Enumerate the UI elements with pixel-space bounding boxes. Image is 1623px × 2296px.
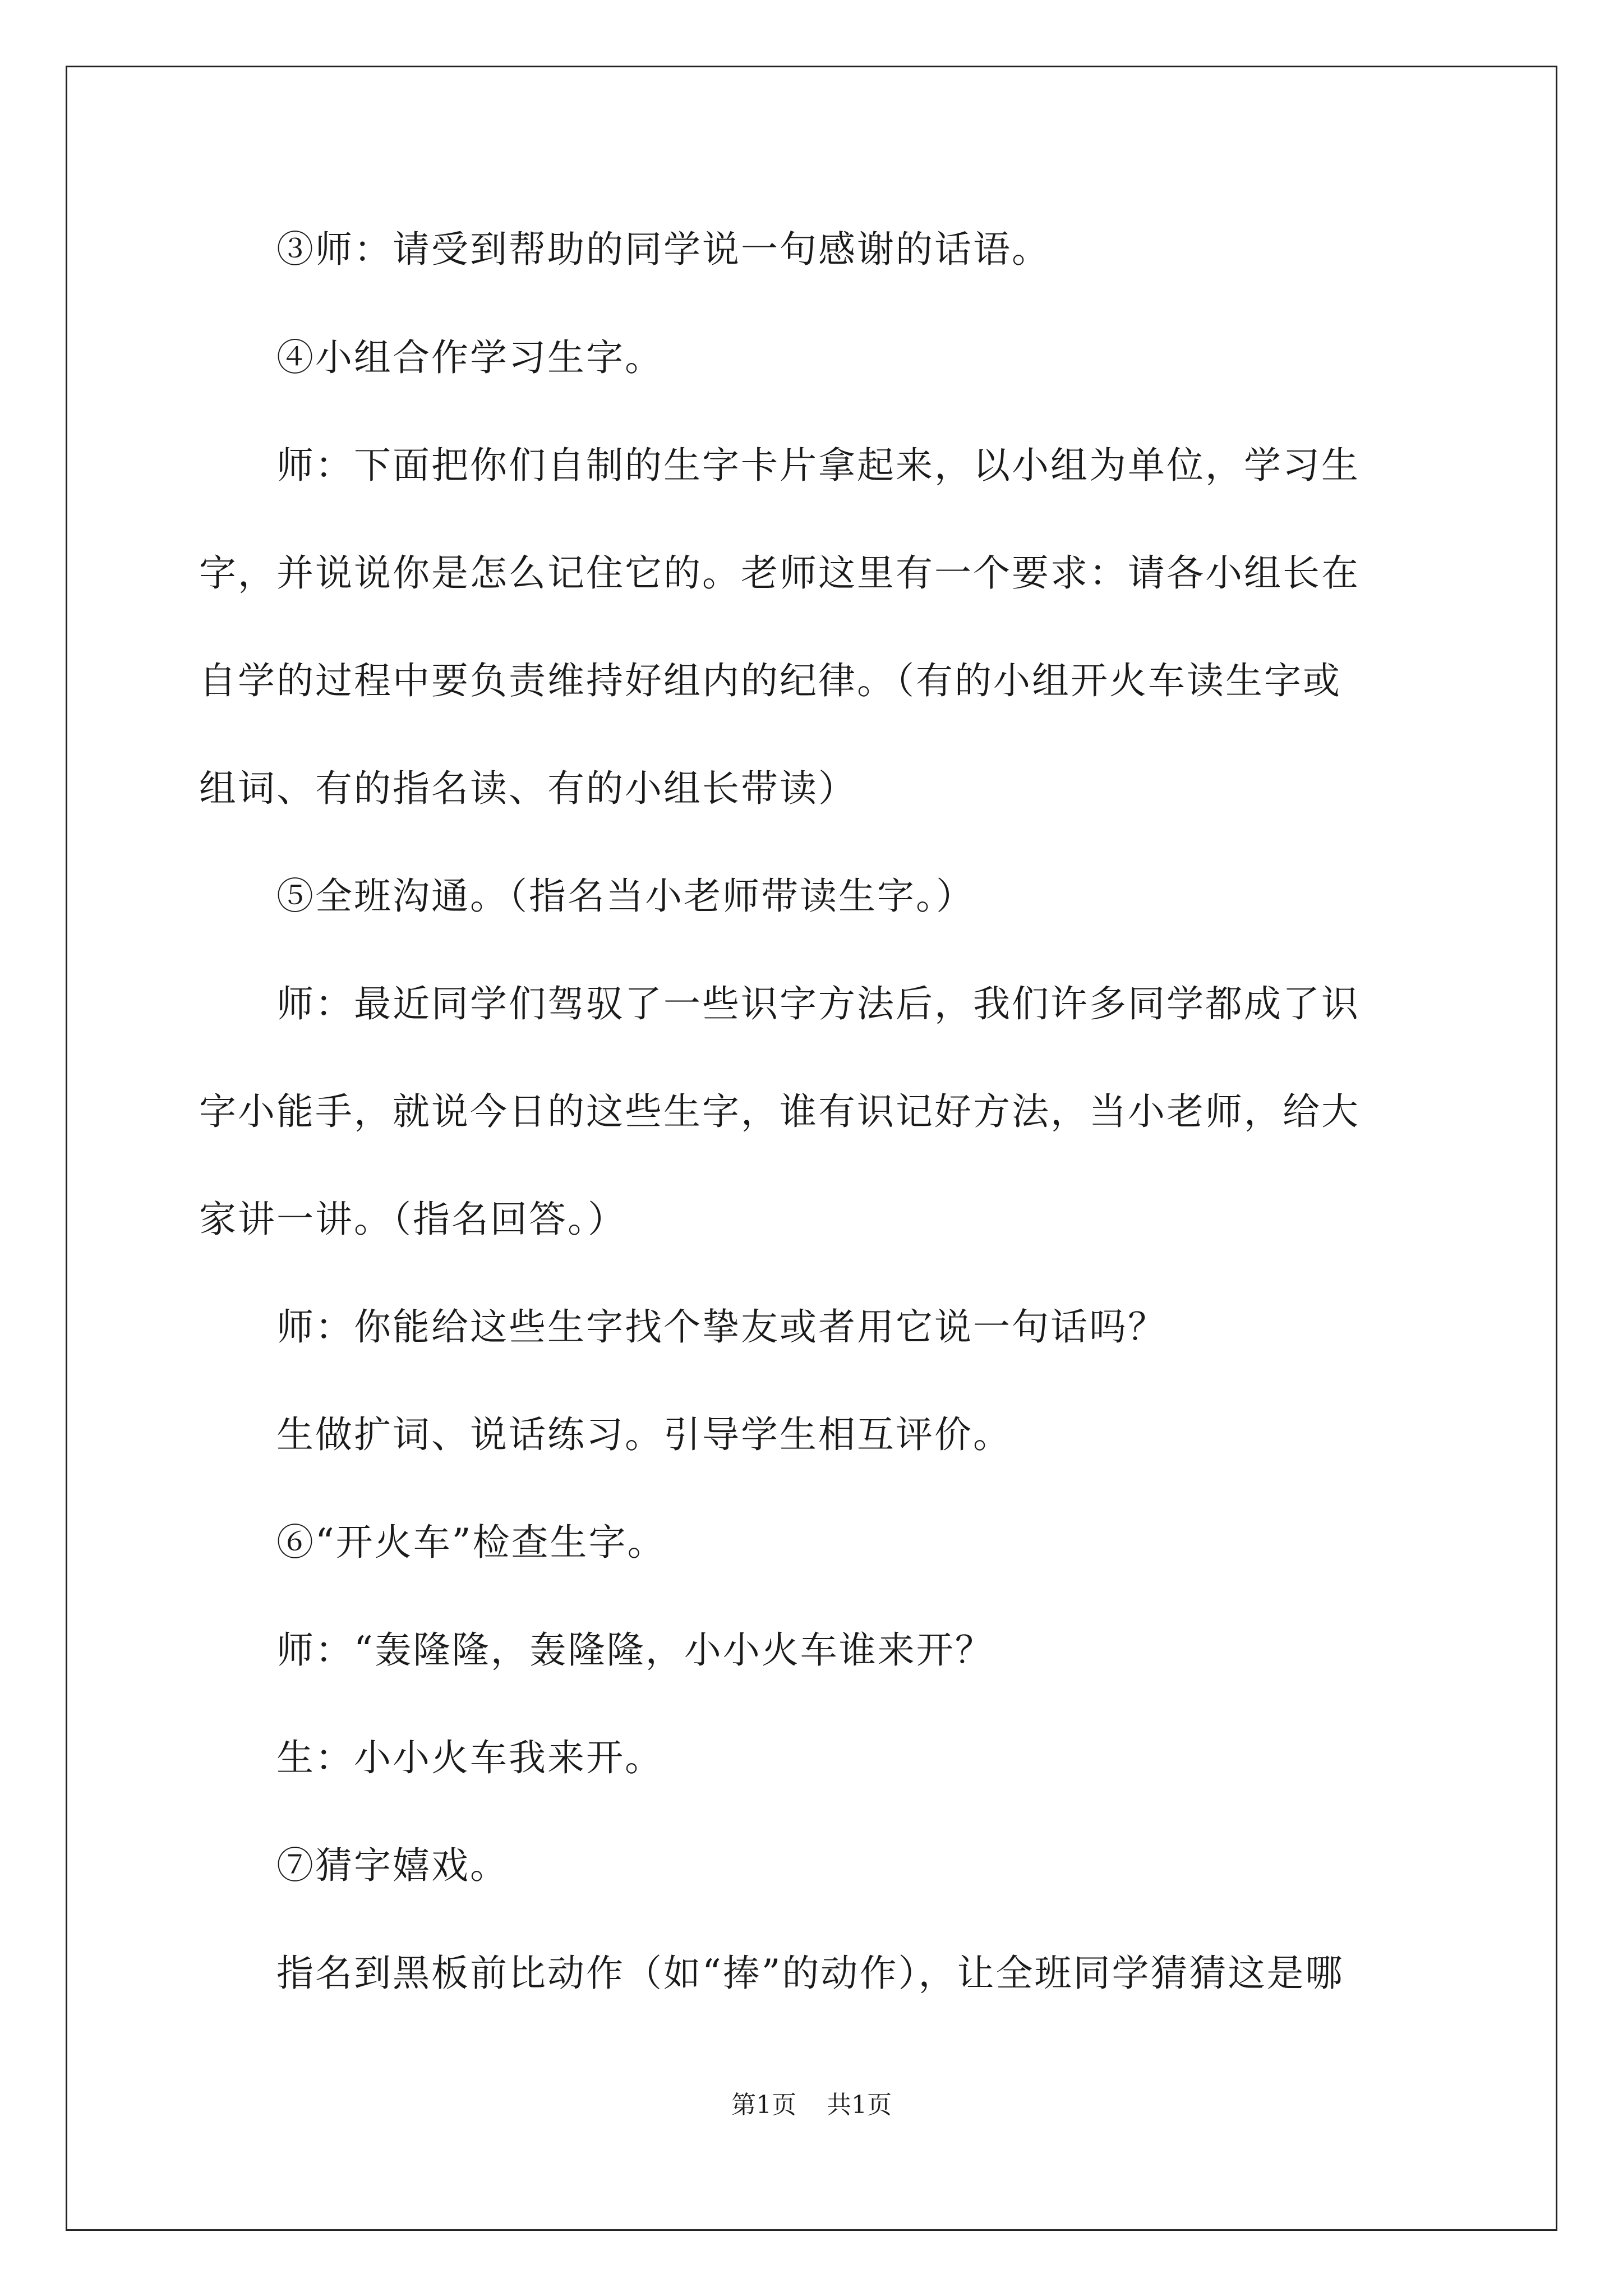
text-line-5: 自学的过程中要负责维持好组内的纪律。（有的小组开火车读生字或 (199, 659, 1341, 702)
text-line-1: ③师：请受到帮助的同学说一句感谢的话语。 (199, 228, 1050, 271)
text-line-15: 生：小小火车我来开。 (199, 1736, 663, 1779)
text-line-11: 师：你能给这些生字找个挚友或者用它说一句话吗？ (199, 1305, 1166, 1349)
text-line-14: 师：“轰隆隆，轰隆隆，小小火车谁来开？ (199, 1628, 994, 1672)
text-line-2: ④小组合作学习生字。 (199, 336, 663, 379)
text-line-9: 字小能手，就说今日的这些生字，谁有识记好方法，当小老师，给大 (199, 1090, 1360, 1133)
text-line-8: 师：最近同学们驾驭了一些识字方法后，我们许多同学都成了识 (199, 982, 1360, 1025)
text-line-17: 指名到黑板前比动作（如“捧”的动作），让全班同学猜猜这是哪 (199, 1952, 1344, 1995)
page-border (66, 66, 1557, 2231)
page-number: 第1页 (731, 2091, 796, 2119)
text-line-3: 师：下面把你们自制的生字卡片拿起来，以小组为单位，学习生 (199, 444, 1360, 487)
text-line-13: ⑥“开火车”检查生字。 (199, 1521, 666, 1564)
text-line-6: 组词、有的指名读、有的小组长带读） (199, 767, 857, 810)
text-line-7: ⑤全班沟通。（指名当小老师带读生字。） (199, 875, 975, 918)
text-line-10: 家讲一讲。（指名回答。） (199, 1198, 626, 1241)
page-total: 共1页 (827, 2091, 892, 2119)
text-line-12: 生做扩词、说话练习。引导学生相互评价。 (199, 1413, 1012, 1456)
text-line-16: ⑦猜字嬉戏。 (199, 1844, 509, 1887)
text-line-4: 字，并说说你是怎么记住它的。老师这里有一个要求：请各小组长在 (199, 551, 1360, 595)
page-footer (0, 2090, 1623, 2121)
